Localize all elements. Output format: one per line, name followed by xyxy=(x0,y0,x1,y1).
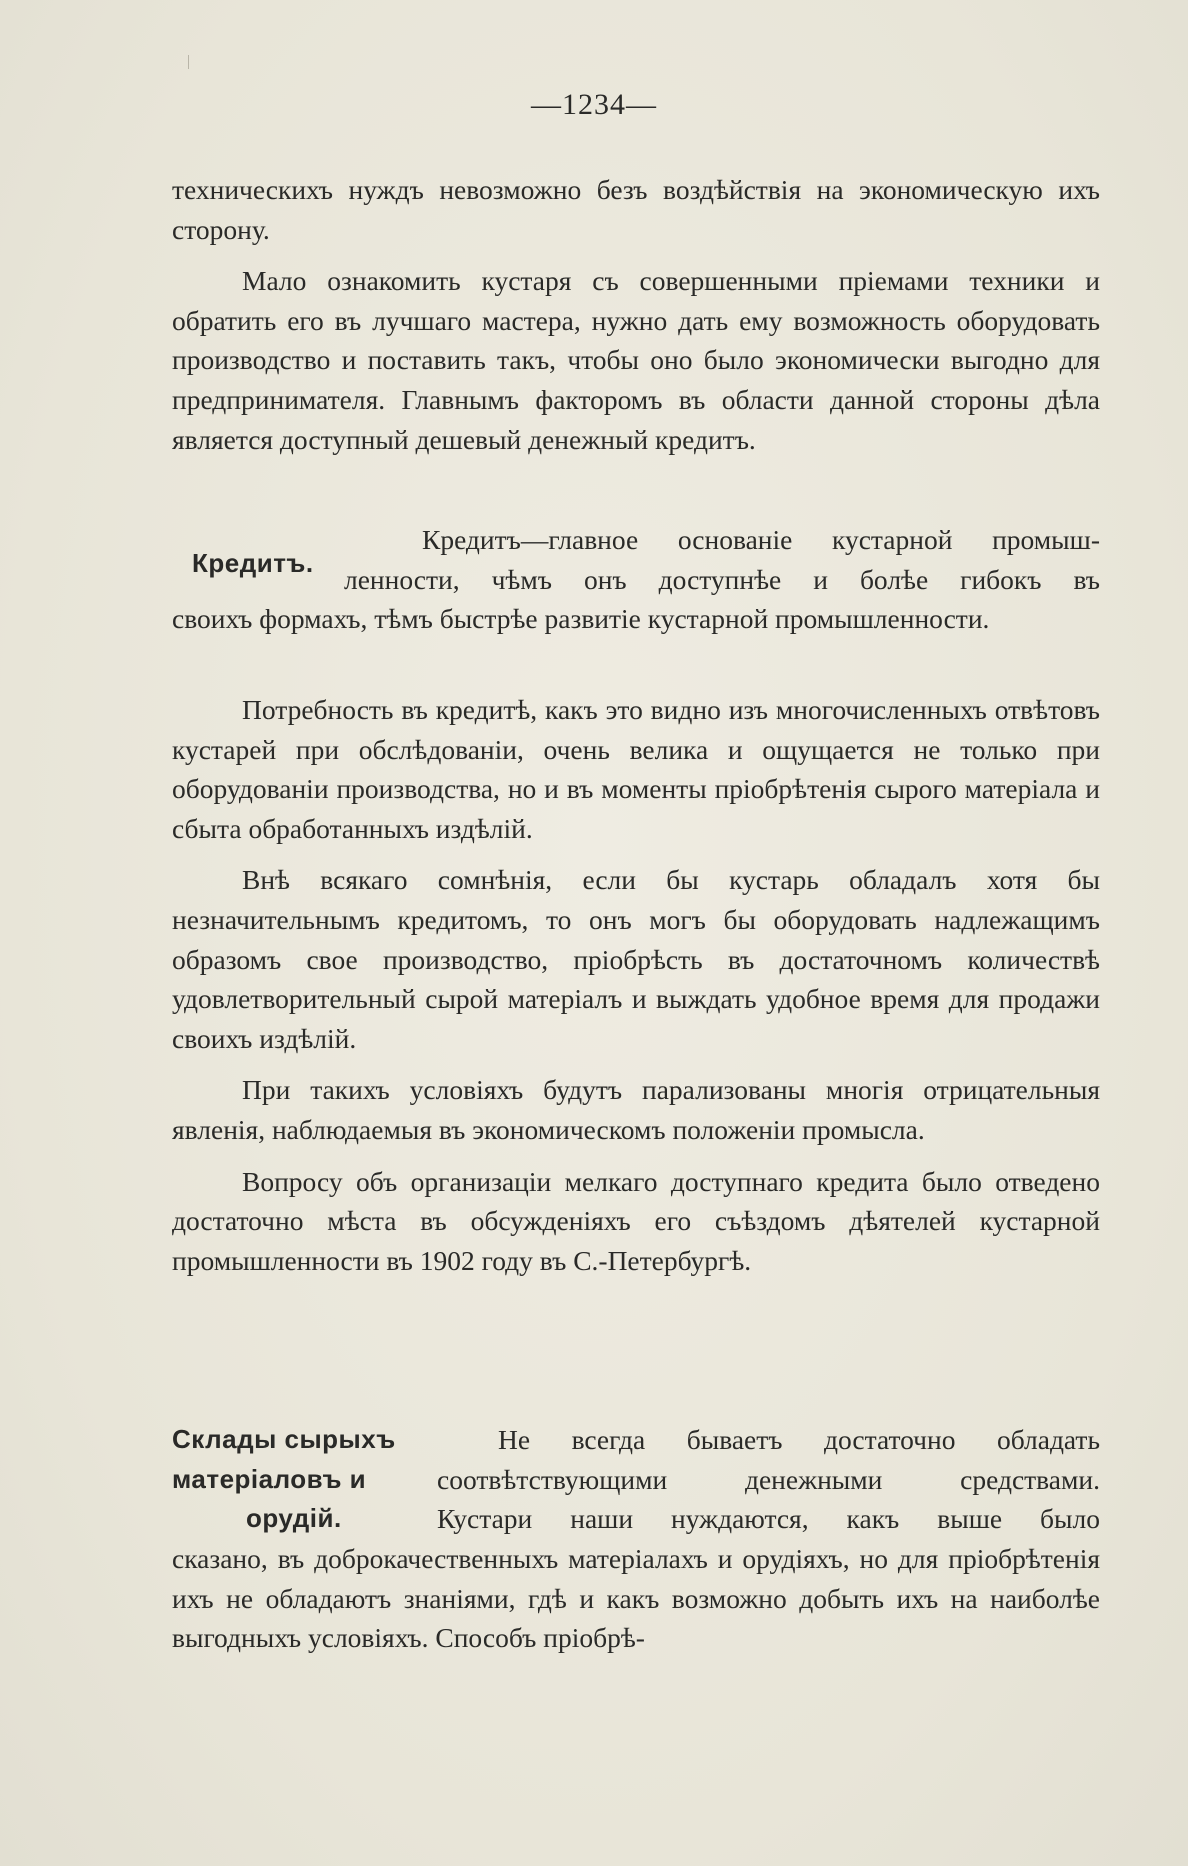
credit-discussion xyxy=(172,690,1100,1280)
sidehead-warehouses-line-1: Склады сырыхъ xyxy=(172,1424,396,1454)
credit-line-2: ленности, чѣмъ онъ доступнѣе и болѣе гибокъ въ xyxy=(344,563,1100,595)
paragraph-credit-benefit: Внѣ всякаго сомнѣнія, если бы кустарь обладалъ хотя бы незначительнымъ кредитомъ, то онъ могъ бы оборудовать надлежащимъ образомъ свое производство, пріобрѣсть въ достаточномъ количествѣ удовлетворительный сырой матеріалъ и выждать удобное время для продажи своихъ издѣлій. xyxy=(172,864,1100,1054)
paragraph-conditions: При такихъ условіяхъ будутъ парализованы многія отрицательныя явленія, наблюдаемыя въ экономическомъ положеніи промысла. xyxy=(172,1074,1100,1145)
warehouses-line-2: соотвѣтствующими денежными средствами. xyxy=(437,1463,1100,1495)
page-number: —1234— xyxy=(531,88,657,121)
paragraph-craftsman-equipment: Мало ознакомить кустаря съ совершенными пріемами техники и обратить его въ лучшаго мастера, нужно дать ему возможность оборудовать производство и поставить такъ, чтобы оно было экономически выгодно для предпринимателя. Главнымъ факторомъ въ области данной стороны дѣла является доступный дешевый денежный кредитъ. xyxy=(172,265,1100,455)
credit-line-1: Кредитъ—главное основаніе кустарной промыш- xyxy=(422,524,1100,555)
sidehead-credit: Кредитъ. xyxy=(192,548,314,578)
paragraph-continuation: техническихъ нуждъ невозможно безъ воздѣйствія на экономическую ихъ сторону. xyxy=(172,174,1100,245)
opening-text xyxy=(172,170,1100,459)
paragraph-congress-1902: Вопросу объ организаціи мелкаго доступнаго кредита было отведено достаточно мѣста въ обсужденіяхъ его съѣздомъ дѣятелей кустарной промышленности въ 1902 году въ С.-Петербургѣ. xyxy=(172,1165,1100,1276)
paper-speck xyxy=(188,55,189,69)
credit-line-rest: своихъ формахъ, тѣмъ быстрѣе развитіе кустарной промышленности. xyxy=(172,603,990,635)
sidehead-warehouses-line-3: орудій. xyxy=(246,1503,342,1534)
warehouses-line-3: Кустари наши нуждаются, какъ выше было xyxy=(437,1503,1100,1535)
paragraph-credit-need: Потребность въ кредитѣ, какъ это видно изъ многочисленныхъ отвѣтовъ кустарей при обслѣдованіи, очень велика и ощущается не только при оборудованіи производства, но и въ моменты пріобрѣтенія сырого матеріала и сбыта обработанныхъ издѣлій. xyxy=(172,694,1100,844)
warehouses-line-1: Не всегда бываетъ достаточно обладать xyxy=(498,1424,1100,1455)
warehouses-section-text xyxy=(172,1420,1100,1539)
credit-section-text xyxy=(172,520,1100,639)
warehouses-text-rest: сказано, въ доброкачественныхъ матеріалахъ и орудіяхъ, но для пріобрѣтенія ихъ не обладаютъ знаніями, гдѣ и какъ возможно добыть ихъ на наиболѣе выгодныхъ условіяхъ. Способъ пріобрѣ- xyxy=(172,1543,1100,1654)
sidehead-warehouses-line-2: матеріаловъ и xyxy=(172,1463,367,1494)
